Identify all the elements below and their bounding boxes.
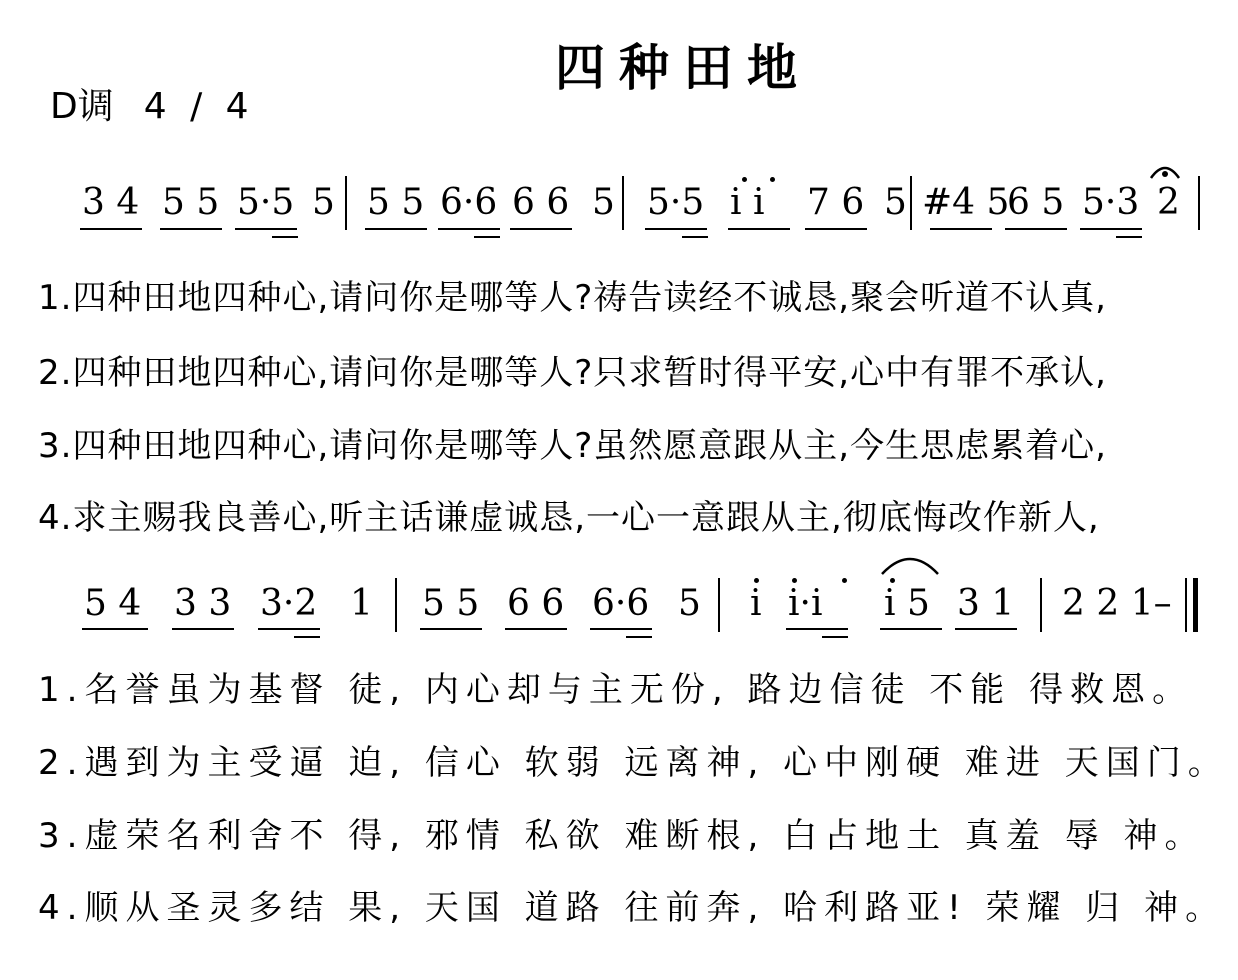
note-group: 1 xyxy=(350,583,373,624)
barline xyxy=(1198,176,1200,230)
note-group: 6 6 xyxy=(507,583,565,624)
beam-line xyxy=(645,228,707,230)
barline xyxy=(395,578,397,632)
lyric-line: 1.四种田地四种心,请问你是哪等人?祷告读经不诚恳,聚会听道不认真, xyxy=(38,278,1107,318)
note-group: 7 6 xyxy=(807,182,865,223)
note-group: 5·5 xyxy=(647,182,705,223)
time-signature: 4 / 4 xyxy=(143,86,255,127)
lyric-line: 4.顺从圣灵多结 果, 天国 道路 往前奔, 哈利路亚! 荣耀 归 神。 xyxy=(38,888,1227,928)
lyric-line: 2.四种田地四种心,请问你是哪等人?只求暂时得平安,心中有罪不承认, xyxy=(38,353,1107,393)
note-group: 2 xyxy=(1157,182,1180,223)
beam-line xyxy=(82,628,148,630)
barline xyxy=(345,176,347,230)
note-group: i xyxy=(750,583,762,624)
lyric-line: 2.遇到为主受逼 迫, 信心 软弱 远离神, 心中刚硬 难进 天国门。 xyxy=(38,743,1229,783)
barline xyxy=(910,176,912,230)
beam-line xyxy=(294,636,320,638)
beam-line xyxy=(235,228,297,230)
octave-dot xyxy=(742,177,747,182)
beam-line xyxy=(420,628,482,630)
key-signature xyxy=(50,78,255,129)
octave-dot xyxy=(770,177,775,182)
octave-dot xyxy=(754,578,759,583)
beam-line xyxy=(160,228,222,230)
note-group: 5 5 xyxy=(422,583,480,624)
note-group: 5 5 xyxy=(367,182,425,223)
beam-line xyxy=(474,236,500,238)
key-label: D调 xyxy=(50,86,114,127)
beam-line xyxy=(438,228,500,230)
beam-line xyxy=(682,236,708,238)
octave-dot xyxy=(842,578,847,583)
beam-line xyxy=(786,628,848,630)
note-group: 5 4 xyxy=(84,583,142,624)
note-group: 3 1 xyxy=(957,583,1015,624)
barline xyxy=(1185,578,1187,632)
beam-line xyxy=(626,636,652,638)
note-group: 5 5 xyxy=(162,182,220,223)
fermata-icon xyxy=(1148,158,1182,180)
lyric-line: 1.名誉虽为基督 徒, 内心却与主无份, 路边信徒 不能 得救恩。 xyxy=(38,670,1194,710)
note-group: 5 xyxy=(678,583,701,624)
note-group: i i xyxy=(730,182,765,223)
note-group: 6 5 xyxy=(1007,182,1065,223)
beam-line xyxy=(172,628,234,630)
note-group: 3 3 xyxy=(174,583,232,624)
note-group: i 5 xyxy=(884,583,930,624)
final-barline xyxy=(1193,578,1198,632)
note-group: 2 2 1– xyxy=(1062,583,1172,624)
beam-line xyxy=(955,628,1017,630)
barline xyxy=(1040,578,1042,632)
note-group: 6·6 xyxy=(592,583,650,624)
note-group: #4 5 xyxy=(922,182,1010,223)
note-group: 3·2 xyxy=(260,583,318,624)
note-group: 5·3 xyxy=(1082,182,1140,223)
lyric-line: 3.虚荣名利舍不 得, 邪情 私欲 难断根, 白占地土 真羞 辱 神。 xyxy=(38,816,1206,856)
beam-line xyxy=(805,228,867,230)
octave-dot xyxy=(792,578,797,583)
note-group: 5·5 xyxy=(237,182,295,223)
beam-line xyxy=(822,636,848,638)
barline xyxy=(622,176,624,230)
note-group: 5 xyxy=(312,182,335,223)
beam-line xyxy=(510,228,572,230)
beam-line xyxy=(1116,236,1142,238)
beam-line xyxy=(590,628,652,630)
page-title: 四种田地 xyxy=(555,39,811,97)
beam-line xyxy=(258,628,320,630)
note-group: 6·6 xyxy=(440,182,498,223)
beam-line xyxy=(1005,228,1067,230)
note-group: 3 4 xyxy=(82,182,140,223)
beam-line xyxy=(728,228,790,230)
beam-line xyxy=(80,228,142,230)
notation-line-1 xyxy=(72,182,1212,252)
barline xyxy=(718,578,720,632)
octave-dot xyxy=(890,578,895,583)
note-group: 6 6 xyxy=(512,182,570,223)
beam-line xyxy=(880,628,942,630)
note-group: 5 xyxy=(592,182,615,223)
beam-line xyxy=(505,628,567,630)
lyric-line: 4.求主赐我良善心,听主话谦虚诚恳,一心一意跟从主,彻底悔改作新人, xyxy=(38,498,1100,538)
beam-line xyxy=(272,236,298,238)
tie-icon xyxy=(878,548,942,578)
beam-line xyxy=(365,228,427,230)
beam-line xyxy=(1080,228,1142,230)
note-group: 5 xyxy=(884,182,907,223)
note-group: i·i xyxy=(788,583,823,624)
beam-line xyxy=(930,228,992,230)
lyric-line: 3.四种田地四种心,请问你是哪等人?虽然愿意跟从主,今生思虑累着心, xyxy=(38,426,1107,466)
